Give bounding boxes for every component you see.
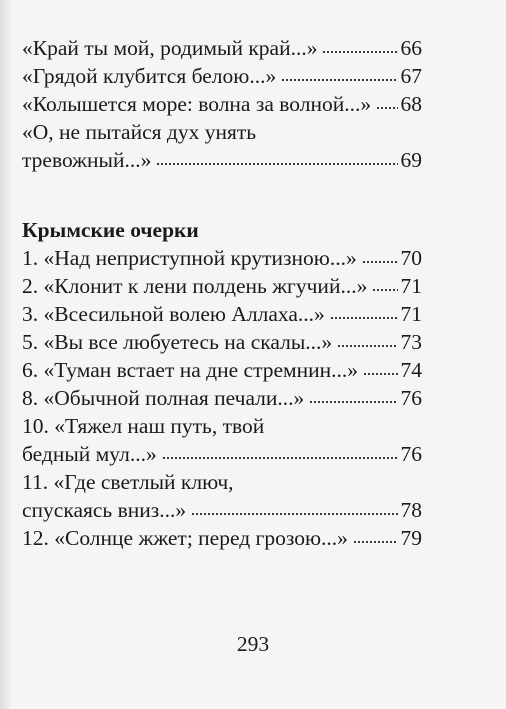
dot-leader (309, 399, 397, 405)
section-gap (22, 174, 422, 216)
toc-entry-title: «Грядой клубится белою...» (22, 64, 277, 88)
toc-entry-page: 76 (400, 386, 422, 410)
toc-entry-title: тревожный...» (22, 148, 152, 172)
toc-entry (22, 34, 422, 62)
dot-leader (191, 511, 397, 517)
dot-leader (281, 77, 397, 83)
dot-leader (362, 259, 398, 265)
toc-entry-page: 78 (400, 498, 422, 522)
toc-entry-title: 3. «Всесильной волею Аллаха...» (22, 302, 325, 326)
toc-entry-first-line: 11. «Где светлый ключ, (22, 470, 234, 494)
toc-entry (22, 62, 422, 90)
toc-entry-page: 70 (400, 246, 422, 270)
toc-entry-page: 71 (400, 302, 422, 326)
toc-entry (22, 328, 422, 356)
toc-entry-page: 71 (400, 274, 422, 298)
toc-entry (22, 90, 422, 118)
dot-leader (156, 161, 397, 167)
section-heading: Крымские очерки (22, 218, 199, 242)
dot-leader (322, 49, 397, 55)
toc-entry-title: 2. «Клонит к лени полдень жгучий...» (22, 274, 368, 298)
table-of-contents (22, 34, 422, 552)
toc-entry-first-line: «О, не пытайся дух унять (22, 120, 257, 144)
toc-entry-page: 74 (400, 358, 422, 382)
toc-entry-page: 79 (400, 526, 422, 550)
toc-entry-title: 12. «Солнце жжет; перед грозою...» (22, 526, 348, 550)
page-edge-shadow (0, 0, 12, 709)
toc-entry (22, 496, 422, 524)
dot-leader (363, 371, 397, 377)
toc-entry-page: 76 (400, 442, 422, 466)
toc-entry-page: 66 (400, 36, 422, 60)
toc-entry-page: 73 (400, 330, 422, 354)
toc-entry-title: 8. «Обычной полная печали...» (22, 386, 305, 410)
toc-entry (22, 384, 422, 412)
toc-entry-title: 1. «Над неприступной крутизною...» (22, 246, 357, 270)
toc-entry-title: 5. «Вы все любуетесь на скалы...» (22, 330, 333, 354)
dot-leader (330, 315, 398, 321)
dot-leader (376, 105, 397, 111)
toc-entry (22, 272, 422, 300)
toc-entry-title: 6. «Туман встает на дне стремнин...» (22, 358, 359, 382)
dot-leader (337, 343, 397, 349)
page-number: 293 (236, 632, 270, 656)
toc-entry-first-line: 10. «Тяжел наш путь, твой (22, 414, 265, 438)
toc-entry (22, 356, 422, 384)
toc-entry-title: бедный мул...» (22, 442, 157, 466)
toc-entry (22, 300, 422, 328)
toc-entry (22, 244, 422, 272)
toc-entry-page: 67 (400, 64, 422, 88)
toc-entry-page: 68 (400, 92, 422, 116)
toc-entry (22, 524, 422, 552)
toc-entry (22, 146, 422, 174)
dot-leader (353, 539, 398, 545)
dot-leader (372, 287, 397, 293)
toc-entry-page: 69 (400, 148, 422, 172)
dot-leader (162, 455, 398, 461)
toc-entry-title: «Колышется море: волна за волной...» (22, 92, 372, 116)
toc-entry-title: «Край ты мой, родимый край...» (22, 36, 318, 60)
toc-entry-title: спускаясь вниз...» (22, 498, 187, 522)
toc-entry (22, 440, 422, 468)
